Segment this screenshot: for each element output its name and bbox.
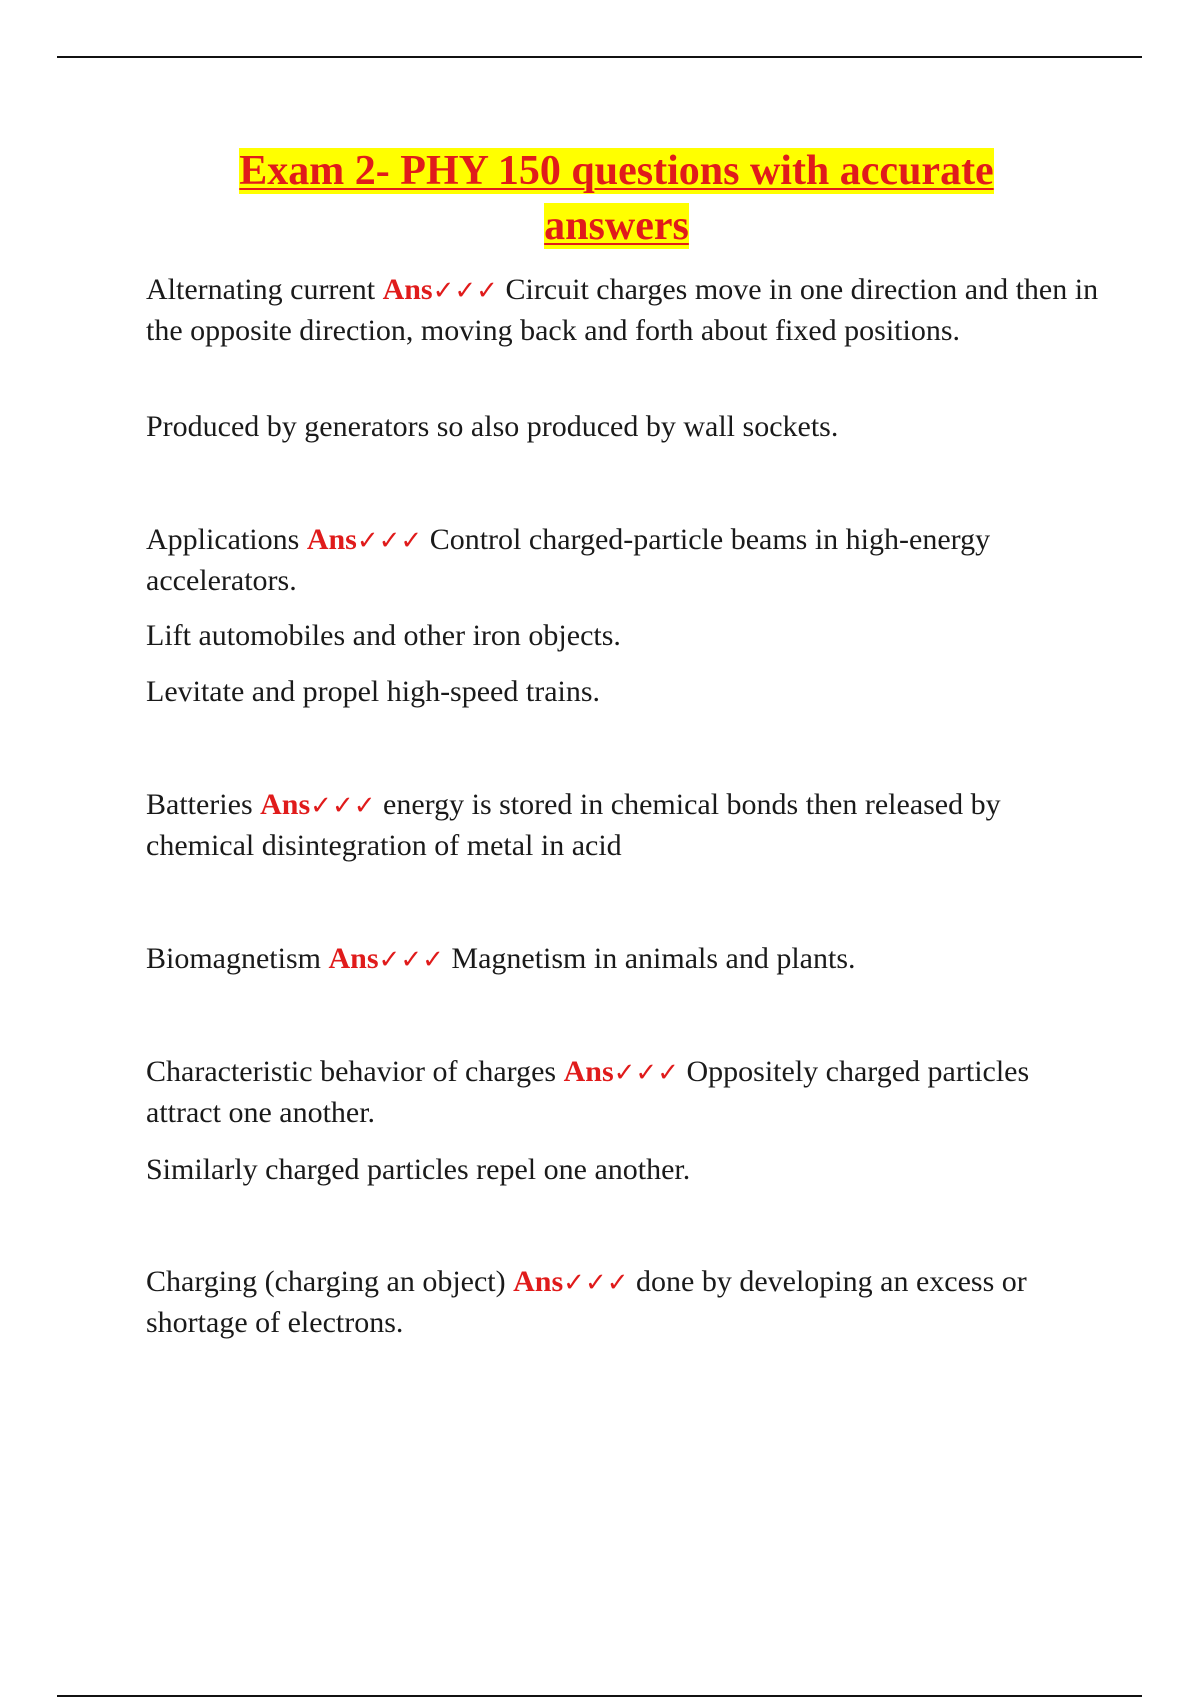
entry-term: Batteries bbox=[146, 788, 253, 821]
entry-characteristic-behavior bbox=[146, 1052, 1106, 1133]
entry-term: Applications bbox=[146, 523, 300, 556]
checkmarks-icon: ✓✓✓ bbox=[310, 791, 376, 821]
checkmarks-icon: ✓✓✓ bbox=[356, 526, 423, 556]
ans-label: Ans bbox=[563, 1055, 614, 1088]
title-line-2: answers bbox=[544, 203, 689, 249]
entry-term: Characteristic behavior of charges bbox=[146, 1055, 557, 1088]
entry-term: Biomagnetism bbox=[146, 942, 321, 975]
entry-extra-line: Levitate and propel high-speed trains. bbox=[146, 675, 601, 708]
entry-biomagnetism bbox=[146, 939, 1106, 980]
entry-extra-line: Lift automobiles and other iron objects. bbox=[146, 619, 621, 652]
checkmarks-icon: ✓✓✓ bbox=[613, 1058, 679, 1088]
entry-definition: Magnetism in animals and plants. bbox=[451, 942, 856, 975]
checkmarks-icon: ✓✓✓ bbox=[378, 945, 444, 975]
checkmarks-icon: ✓✓✓ bbox=[432, 276, 498, 306]
ans-label: Ans bbox=[328, 942, 379, 975]
entry-definition: Control charged-particle beams in high-energy accelerators. bbox=[146, 523, 991, 597]
entry-batteries bbox=[146, 785, 1106, 866]
top-rule bbox=[57, 56, 1142, 58]
ans-label: Ans bbox=[306, 523, 357, 556]
document-title bbox=[100, 144, 1133, 254]
checkmarks-icon: ✓✓✓ bbox=[563, 1268, 629, 1298]
entry-definition: energy is stored in chemical bonds then released by chemical disintegration of metal in acid bbox=[146, 788, 1001, 862]
entry-term: Charging (charging an object) bbox=[146, 1265, 506, 1298]
entry-definition: Oppositely charged particles attract one another. bbox=[146, 1055, 1030, 1129]
entry-applications bbox=[146, 520, 1106, 601]
entry-definition: Circuit charges move in one direction and then in the opposite direction, moving back and forth about fixed positions. bbox=[146, 273, 1099, 347]
ans-label: Ans bbox=[513, 1265, 564, 1298]
ans-label: Ans bbox=[260, 788, 311, 821]
entry-extra-line: Produced by generators so also produced by wall sockets. bbox=[146, 410, 839, 443]
entry-definition: done by developing an excess or shortage of electrons. bbox=[146, 1265, 1027, 1339]
title-line-1: Exam 2- PHY 150 questions with accurate bbox=[239, 148, 994, 194]
ans-label: Ans bbox=[382, 273, 433, 306]
entry-charging bbox=[146, 1262, 1106, 1343]
entry-extra-line: Similarly charged particles repel one another. bbox=[146, 1153, 691, 1186]
entry-term: Alternating current bbox=[146, 273, 376, 306]
entry-alternating-current bbox=[146, 270, 1106, 351]
bottom-rule bbox=[57, 1695, 1142, 1697]
